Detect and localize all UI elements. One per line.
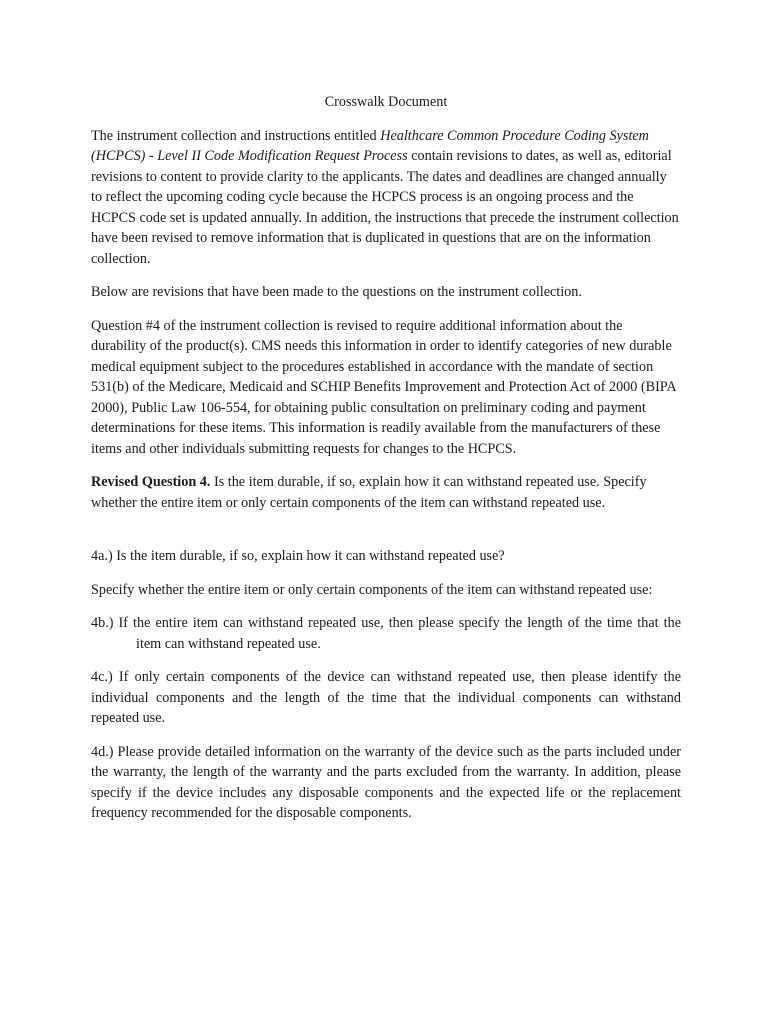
document-page <box>91 92 681 837</box>
intro-document-name: Healthcare Common Procedure Coding System (HCPCS) - Level II Code Modification Request Process <box>91 127 649 164</box>
question-4a: 4a.) Is the item durable, if so, explain how it can withstand repeated use? <box>91 548 505 564</box>
revised-question-label: Revised Question 4. <box>91 474 211 490</box>
question-4a-specify: Specify whether the entire item or only certain components of the item can withstand repeated use: <box>91 581 653 598</box>
question-4b: 4b.) If the entire item can withstand repeated use, then please specify the length of the time that the item can withstand repeated use. <box>91 615 681 652</box>
revised-question-paragraph <box>91 472 681 513</box>
revisions-intro-paragraph: Below are revisions that have been made to the questions on the instrument collection. <box>91 284 582 300</box>
question-4d: 4d.) Please provide detailed information on the warranty of the device such as the parts included under the warranty, the length of the warranty and the parts excluded from the warranty. In addition, please specify if the device includes any disposable components and the expected life or the replacement frequency recommended for the disposable components. <box>91 743 681 821</box>
document-title: Crosswalk Document <box>324 94 448 110</box>
question-4c: 4c.) If only certain components of the device can withstand repeated use, then please identify the individual components and the length of the time that the individual components can withstand repeated use. <box>91 669 681 726</box>
intro-paragraph <box>91 126 681 270</box>
intro-text-start: The instrument collection and instructions entitled <box>91 127 381 144</box>
spacer <box>91 526 681 546</box>
revised-question-text: Is the item durable, if so, explain how it can withstand repeated use. Specify whether the entire item or only certain components of the item can withstand repeated use. <box>91 474 647 511</box>
intro-text-end: contain revisions to dates, as well as, editorial revisions to content to provide clarity to the applicants. The dates and deadlines are changed annually to reflect the upcoming coding cycle because the HCPCS process is an ongoing process and the HCPCS code set is updated annually. In addition, the instructions that precede the instrument collection have been revised to remove information that is duplicated in questions that are on the information collection. <box>91 148 679 267</box>
question-4-explanation-paragraph: Question #4 of the instrument collection is revised to require additional information about the durability of the product(s). CMS needs this information in order to identify categories of new durable medical equipment subject to the procedures established in accordance with the mandate of section 531(b) of the Medicare, Medicaid and SCHIP Benefits Improvement and Protection Act of 2000 (BIPA 2000), Public Law 106-554, for obtaining public consultation on preliminary coding and payment determinations for these items. This information is readily available from the manufacturers of these items and other individuals submitting requests for changes to the HCPCS. <box>91 317 676 457</box>
